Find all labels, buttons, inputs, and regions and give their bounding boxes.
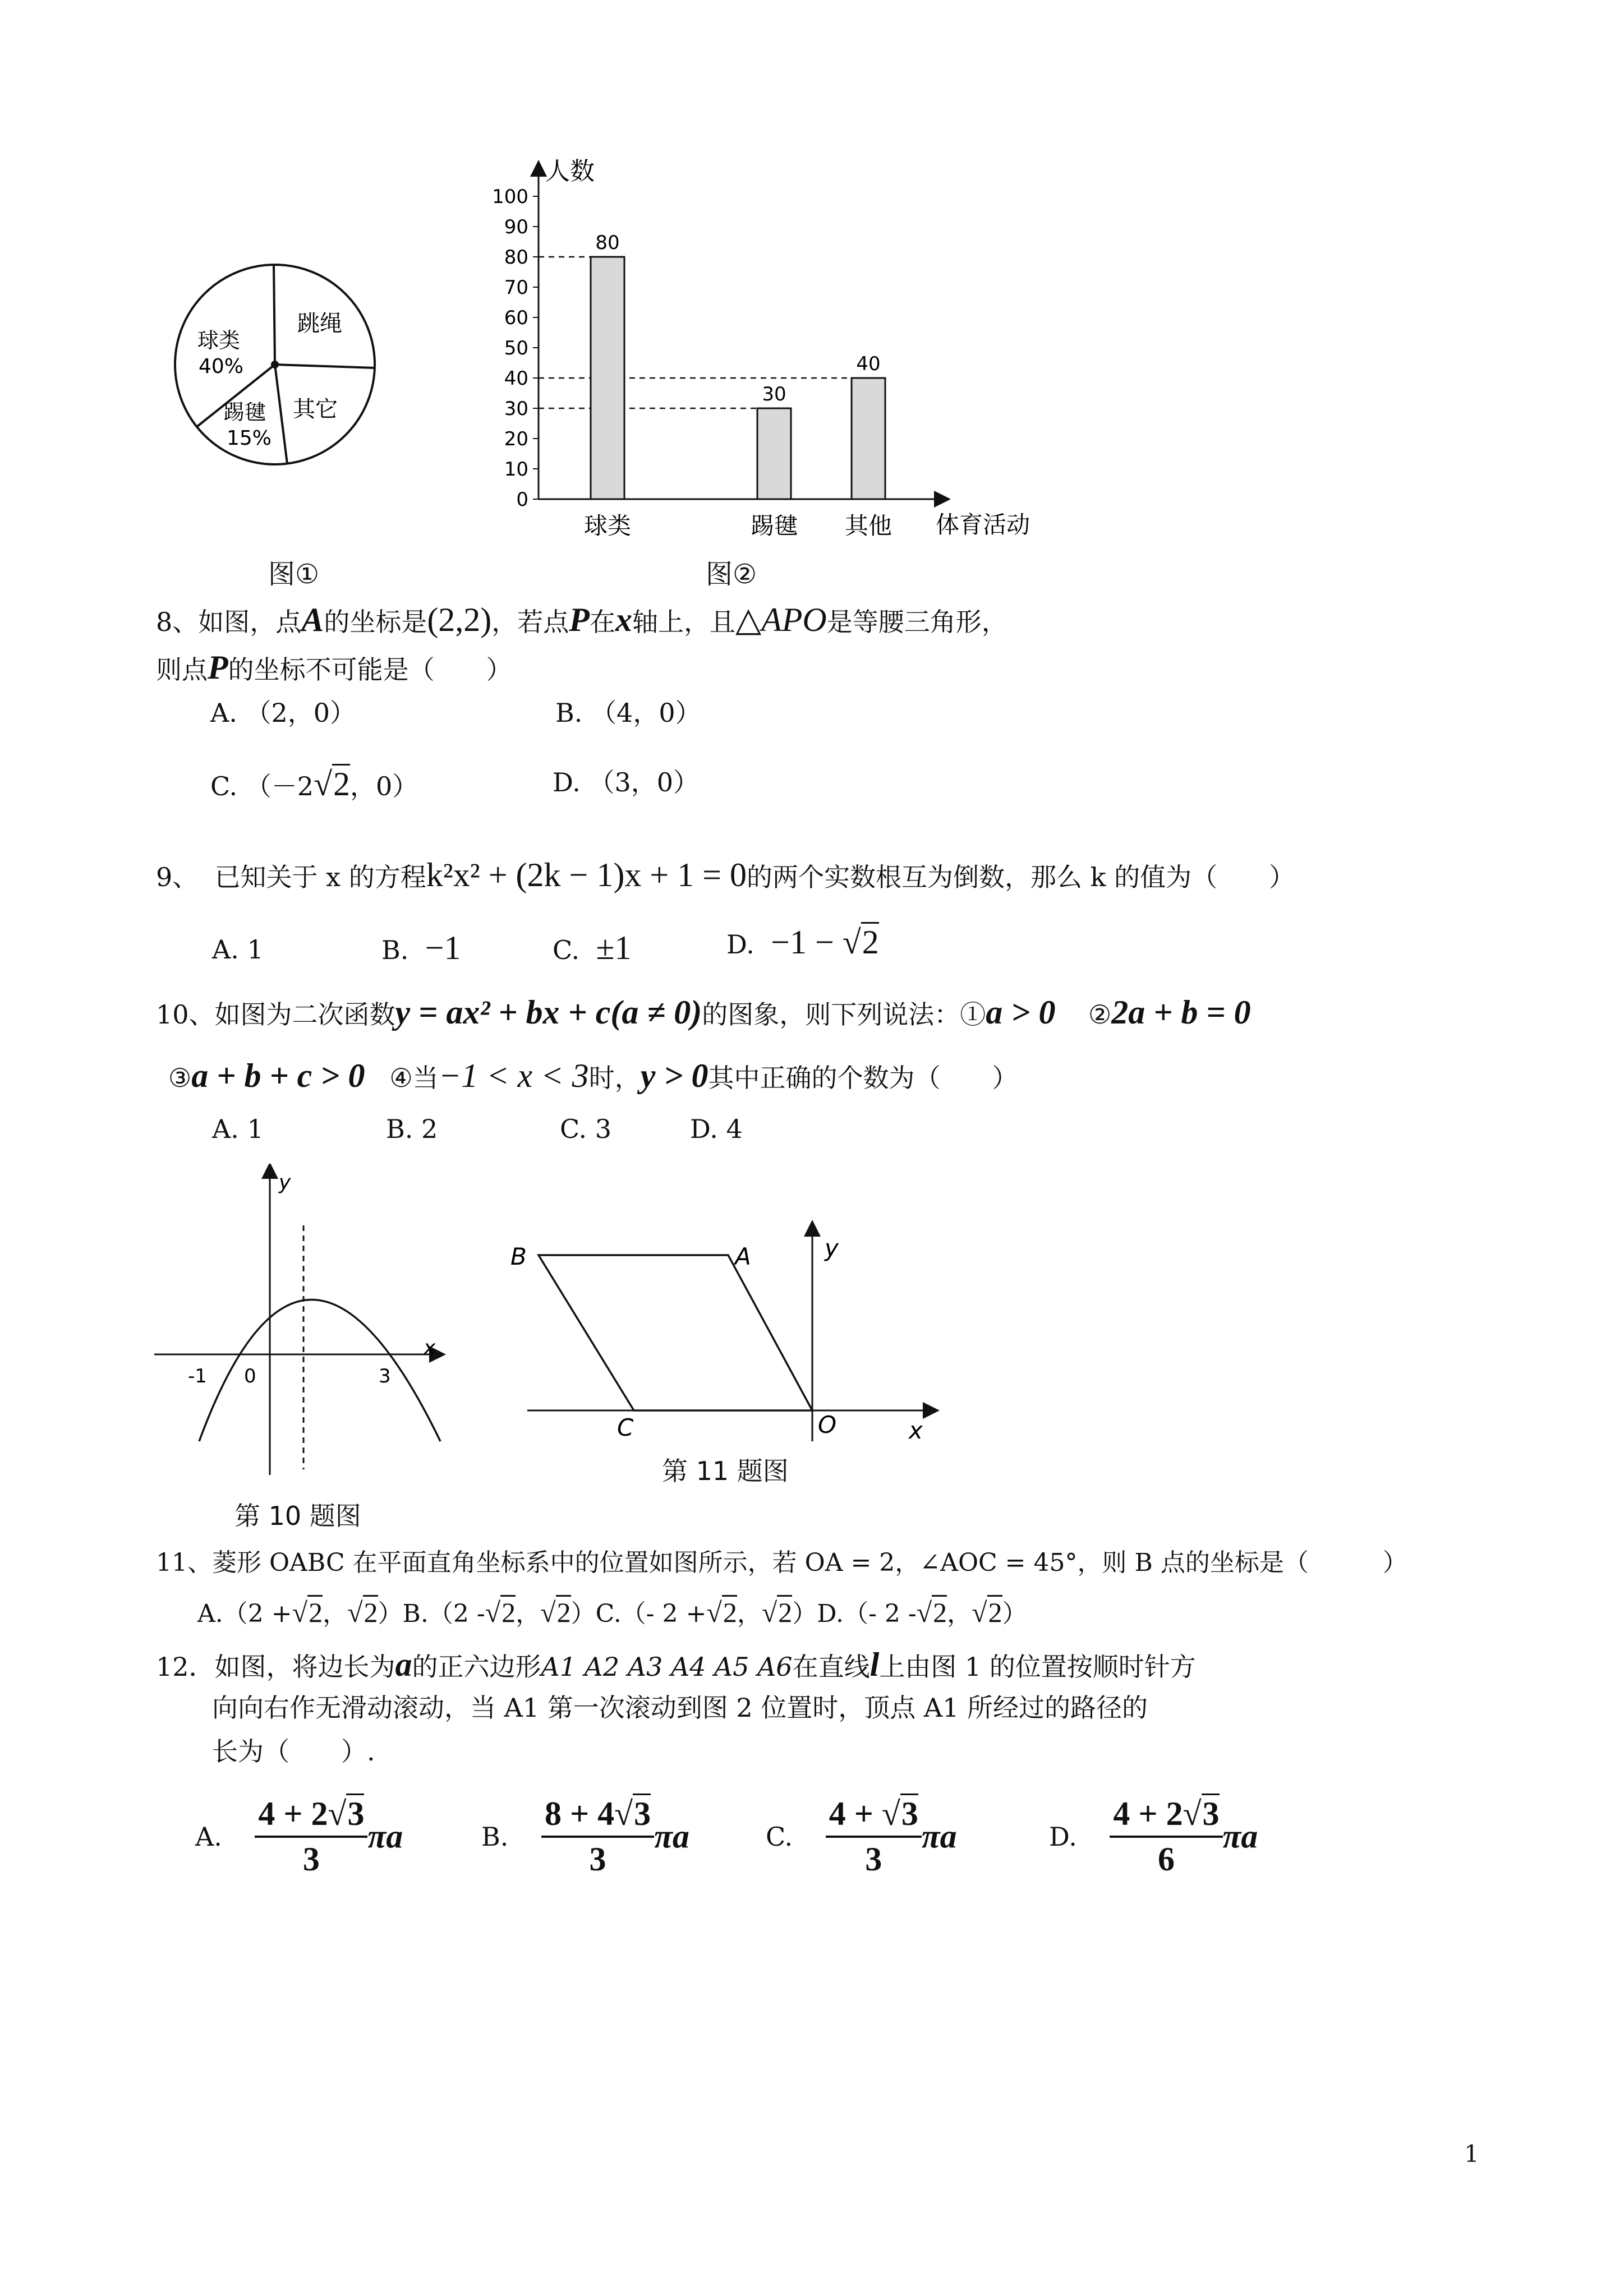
bar-y-tick-label: 90: [504, 216, 528, 238]
triangle-APO: △APO: [735, 601, 827, 638]
pie-label-ball: 球类: [197, 328, 241, 353]
q9-equation: k²x² + (2k − 1)x + 1 = 0: [426, 856, 747, 893]
fig11-label-B: B: [510, 1243, 527, 1270]
q11-option-a: A.（2 +√2，√2）: [197, 1599, 403, 1628]
pie-caption: 图①: [268, 559, 320, 590]
fig11-label-C: C: [617, 1414, 634, 1441]
pie-value-shuttle: 15%: [227, 427, 272, 450]
pie-label-shuttle: 踢毽: [223, 400, 266, 425]
bar-category-label: 其他: [844, 512, 892, 540]
bar-y-tick-label: 50: [504, 337, 528, 359]
bar-data-label: 40: [856, 353, 881, 375]
fig10-x-label: x: [424, 1336, 436, 1359]
hexagon-name: A1 A2 A3 A4 A5 A6: [541, 1652, 793, 1682]
q10-option-b: B. 2: [386, 1114, 438, 1144]
q12-line2: 向向右作无滑动滚动，当 A1 第一次滚动到图 2 位置时，顶点 A1 所经过的路径的: [212, 1693, 1148, 1723]
q12-option-b: B. $\frac{8 + 4√3}{3}$ πa: [481, 1795, 689, 1879]
axis-x: x: [615, 601, 632, 638]
side-a: a: [395, 1646, 412, 1683]
bar-category-label: 球类: [583, 512, 632, 540]
bar-3: [852, 378, 885, 499]
pie-label-rope: 跳绳: [297, 311, 342, 336]
q10-option-d: D. 4: [690, 1114, 743, 1144]
bar-1: [591, 257, 624, 499]
bar-y-tick-label: 40: [504, 367, 528, 390]
pie-label-other: 其它: [293, 397, 338, 422]
point-A: A: [301, 601, 324, 638]
bar-y-tick-label: 80: [504, 246, 528, 269]
line-l: l: [869, 1646, 880, 1683]
fig11-label-O: O: [818, 1411, 837, 1439]
q12-line1: 12．如图，将边长为a的正六边形A1 A2 A3 A4 A5 A6在直线l上由图 1 的位置按顺时针方: [156, 1646, 1196, 1683]
figure-11-caption: 第 11 题图: [662, 1456, 789, 1486]
q9-option-d: D. −1 − √2: [726, 925, 879, 959]
q8-option-d: D. （3，0）: [553, 767, 700, 797]
q10-number: 10、: [156, 999, 215, 1030]
q10-line2: ③a + b + c > 0 ④当−1 < x < 3时，y > 0其中正确的个数为（ ）: [168, 1057, 1018, 1094]
q8-option-a: A. （2，0）: [210, 698, 356, 728]
q11-number: 11、: [156, 1548, 212, 1577]
q10-option-a: A. 1: [212, 1114, 264, 1144]
q9-option-c: C. ±1: [553, 929, 632, 966]
q12-number: 12．: [156, 1652, 215, 1682]
fig10-y-label: y: [279, 1171, 291, 1194]
figure-10-parabola: [154, 1164, 446, 1478]
bar-y-tick-label: 0: [516, 488, 528, 511]
q8-line1: 8、如图，点A的坐标是(2,2)，若点P在x轴上，且△APO是等腰三角形，: [156, 601, 1007, 638]
bar-y-axis-title: 人数: [545, 157, 595, 186]
fig10-parabola-curve: [199, 1300, 440, 1442]
q8-number: 8、: [156, 607, 199, 637]
bar-y-tick-label: 70: [504, 276, 528, 299]
pie-chart-figure: [168, 258, 393, 482]
q10-option-c: C. 3: [560, 1114, 612, 1144]
q10-function: y = ax² + bx + c(a ≠ 0): [395, 994, 702, 1031]
bar-y-tick-label: 10: [504, 458, 528, 481]
q12-option-d: D. $\frac{4 + 2√3}{6}$ πa: [1049, 1795, 1258, 1879]
q10-line1: 10、如图为二次函数y = ax² + bx + c(a ≠ 0)的图象，则下列说法：①a > 0 ②2a + b = 0: [156, 994, 1251, 1031]
q12-line3: 长为（ ）.: [212, 1736, 375, 1767]
fig11-label-y: y: [825, 1234, 839, 1262]
bar-y-tick-label: 100: [492, 186, 528, 208]
fig10-zero-label: 0: [244, 1365, 256, 1387]
q8-option-c: C. （－2√2，0）: [210, 767, 418, 801]
figure-10-caption: 第 10 题图: [234, 1501, 361, 1531]
figure-11-rhombus: [494, 1211, 942, 1447]
q9-option-b: B. −1: [381, 929, 461, 966]
q11-option-d: D.（- 2 -√2，√2）: [817, 1599, 1027, 1628]
bar-x-axis-title: 体育活动: [936, 511, 1030, 538]
fig11-rhombus-shape: [539, 1255, 812, 1410]
bar-chart-figure: [471, 151, 1055, 555]
point-P: P: [569, 601, 590, 638]
q11-options: [197, 1598, 1027, 1626]
q12-option-c: C. $\frac{4 + √3}{3}$ πa: [766, 1795, 957, 1879]
page-number: 1: [1464, 2140, 1479, 2168]
bar-category-label: 踢毽: [750, 512, 798, 540]
q8-line2: 则点P的坐标不可能是（ ）: [156, 649, 512, 686]
q11-option-c: C.（- 2 +√2，√2）: [596, 1599, 817, 1628]
coord-2-2: (2,2): [427, 601, 492, 638]
q8-option-b: B. （4，0）: [555, 698, 701, 728]
fig10-three-label: 3: [379, 1365, 391, 1387]
fig11-label-x: x: [909, 1417, 923, 1444]
q11-option-b: B.（2 -√2，√2）: [403, 1599, 596, 1628]
q12-option-a: A. $\frac{4 + 2√3}{3}$ πa: [195, 1795, 403, 1879]
q9-option-a: A. 1: [212, 934, 264, 965]
fig11-label-A: A: [735, 1243, 751, 1270]
bar-2: [757, 408, 791, 499]
pie-value-ball: 40%: [199, 355, 244, 378]
bar-caption: 图②: [706, 559, 757, 590]
fig10-neg1-label: -1: [188, 1365, 207, 1387]
q11-line: 11、菱形 OABC 在平面直角坐标系中的位置如图所示，若 OA = 2，∠AOC = 45°，则 B 点的坐标是（ ）: [156, 1548, 1407, 1577]
bar-y-tick-label: 30: [504, 398, 528, 420]
bar-y-tick-label: 60: [504, 307, 528, 329]
q9-line: 9、 已知关于 x 的方程k²x² + (2k − 1)x + 1 = 0的两个实数根互为倒数，那么 k 的值为（ ）: [156, 856, 1295, 893]
bar-data-label: 80: [595, 232, 620, 254]
bar-data-label: 30: [762, 383, 786, 405]
q9-number: 9、: [156, 862, 199, 892]
bar-y-tick-label: 20: [504, 428, 528, 450]
